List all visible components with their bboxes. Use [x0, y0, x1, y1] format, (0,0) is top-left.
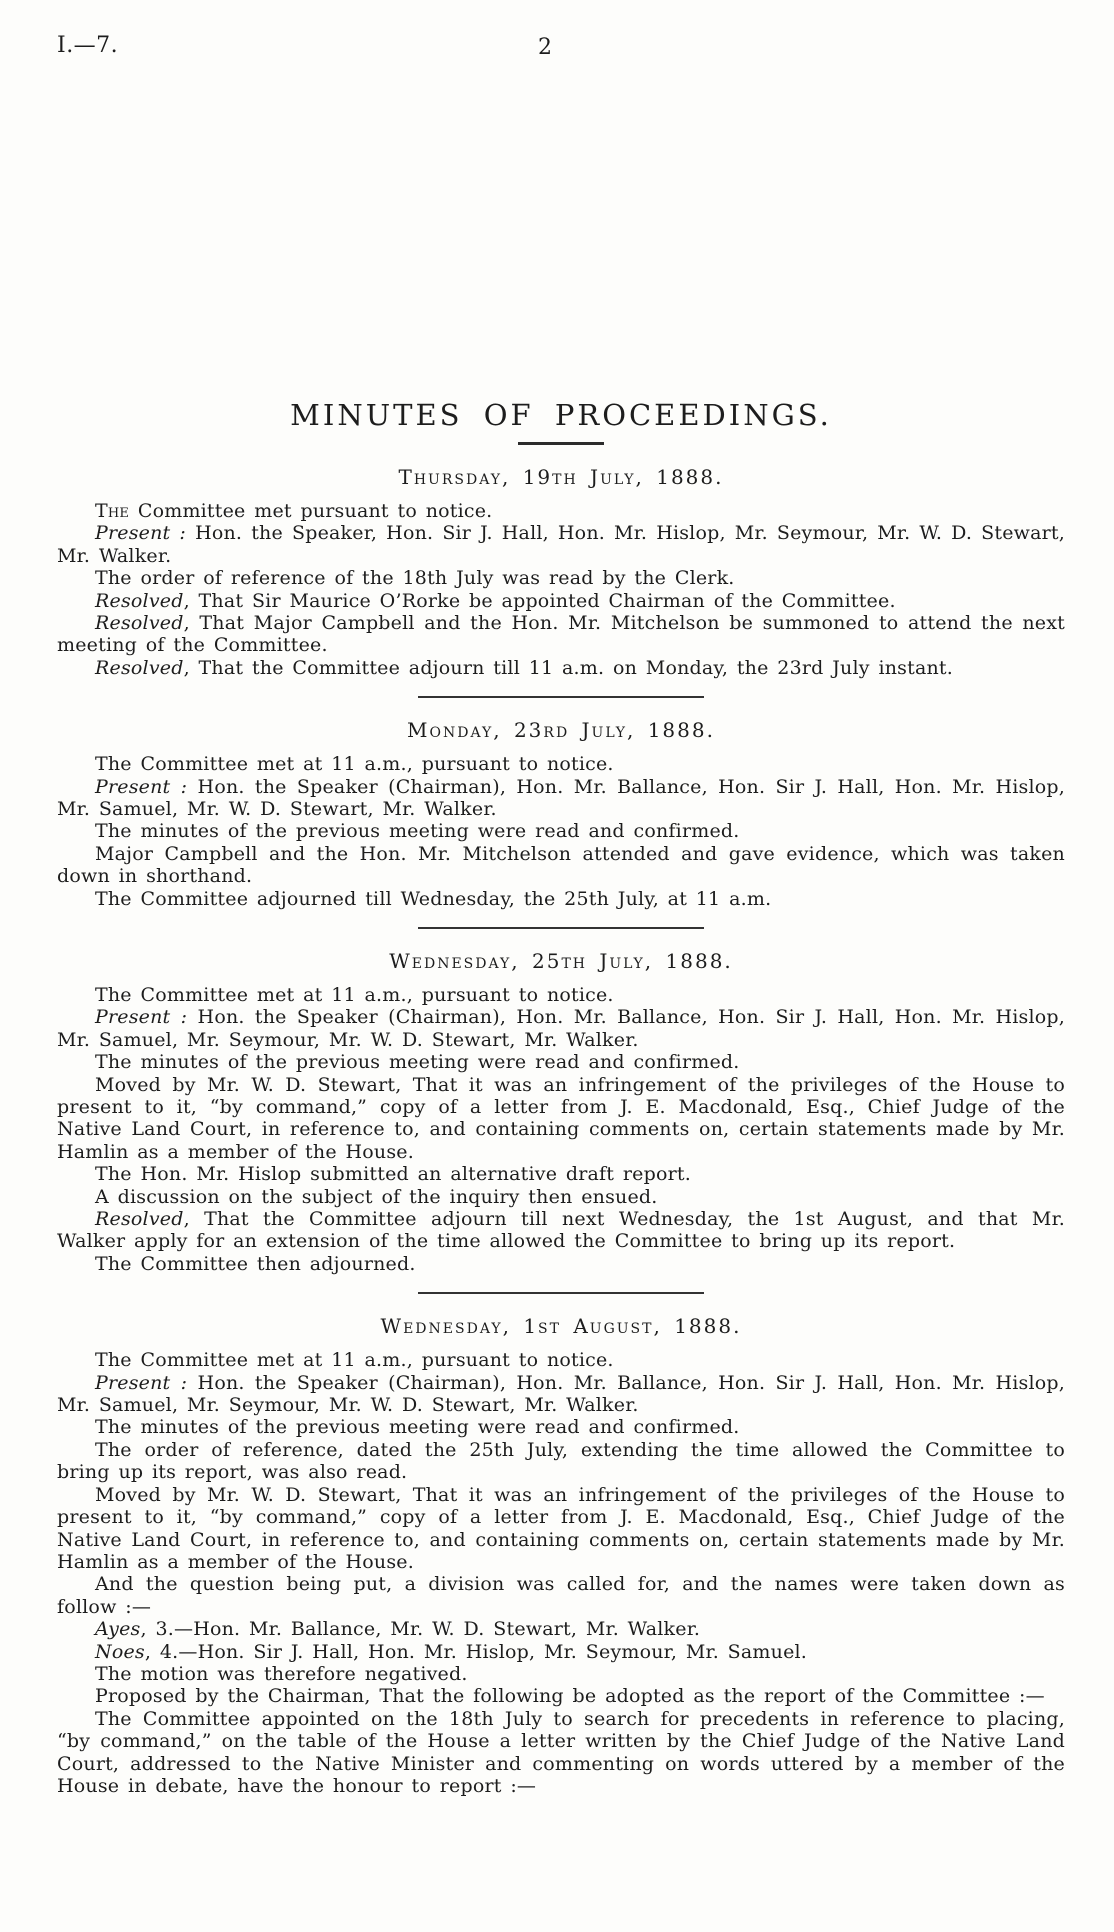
text-segment: The motion was therefore negatived.	[95, 1662, 468, 1685]
text-segment: The minutes of the previous meeting were read and confirmed.	[95, 1051, 740, 1074]
paragraph	[57, 1416, 1065, 1438]
paragraph	[57, 753, 1065, 775]
paragraph	[57, 820, 1065, 842]
text-segment: Proposed by the Chairman, That the following be adopted as the report of the Committee :—	[95, 1685, 1045, 1708]
text-segment: , That Major Campbell and the Hon. Mr. Mitchelson be summoned to attend the next meeting of the Committee.	[57, 611, 1065, 657]
text-segment: Present :	[95, 1006, 188, 1029]
text-segment: Hon. the Speaker, Hon. Sir J. Hall, Hon. Mr. Hislop, Mr. Seymour, Mr. W. D. Stewart, Mr. Walker.	[57, 522, 1065, 567]
text-segment: , 3.—Hon. Mr. Ballance, Mr. W. D. Stewart, Mr. Walker.	[140, 1618, 701, 1641]
sections	[57, 465, 1065, 1798]
paragraph	[57, 1163, 1065, 1185]
paragraph	[57, 1685, 1065, 1707]
paragraph	[57, 1253, 1065, 1275]
paragraph	[57, 1484, 1065, 1574]
text-segment: Major Campbell and the Hon. Mr. Mitchelson attended and gave evidence, which was taken down in shorthand.	[57, 842, 1065, 888]
section-heading: Wednesday, 25th July, 1888.	[389, 948, 733, 973]
document-content	[57, 400, 1065, 1797]
paragraph	[57, 1439, 1065, 1484]
section-heading: Monday, 23rd July, 1888.	[407, 718, 715, 743]
paragraph	[57, 500, 1065, 522]
text-segment: Noes	[95, 1640, 145, 1663]
paragraph	[57, 1006, 1065, 1051]
text-segment: Hon. the Speaker (Chairman), Hon. Mr. Ballance, Hon. Sir J. Hall, Hon. Mr. Hislop, Mr. Samuel, Mr. Seymour, Mr. W. D. Stewart, Mr. Walker.	[57, 1006, 1065, 1051]
text-segment: Resolved	[95, 611, 184, 634]
text-segment: The order of reference of the 18th July was read by the Clerk.	[95, 567, 735, 590]
text-segment: The	[95, 499, 130, 522]
text-segment: Moved by Mr. W. D. Stewart, That it was an infringement of the privileges of the House to present to it, “by command,” copy of a letter from J. E. Macdonald, Esq., Chief Judge of the Native Land Court, in reference to, and containing comments on, certain statements made by Mr. Hamlin as a member of the House.	[57, 1073, 1065, 1163]
paragraph	[57, 1051, 1065, 1073]
paragraph	[57, 1372, 1065, 1417]
paragraph	[57, 567, 1065, 589]
paragraph	[57, 1641, 1065, 1663]
section-heading: Thursday, 19th July, 1888.	[398, 464, 724, 489]
text-segment: Ayes	[95, 1618, 141, 1641]
text-segment: The Committee then adjourned.	[95, 1252, 416, 1275]
text-segment: The order of reference, dated the 25th July, extending the time allowed the Committee to bring up its report, was also read.	[57, 1438, 1065, 1484]
section-divider	[418, 1292, 704, 1294]
paragraph	[57, 1708, 1065, 1798]
text-segment: Resolved	[95, 656, 184, 679]
paragraph	[57, 776, 1065, 821]
paragraph	[57, 843, 1065, 888]
text-segment: , 4.—Hon. Sir J. Hall, Hon. Mr. Hislop, Mr. Seymour, Mr. Samuel.	[144, 1640, 808, 1663]
paragraph	[57, 612, 1065, 657]
text-segment: Present :	[95, 1371, 188, 1394]
text-segment: The Committee adjourned till Wednesday, the 25th July, at 11 a.m.	[95, 887, 772, 910]
text-segment: , That Sir Maurice O’Rorke be appointed Chairman of the Committee.	[183, 589, 896, 612]
title-rule	[518, 442, 604, 445]
paragraph	[57, 590, 1065, 612]
text-segment: The Hon. Mr. Hislop submitted an alternative draft report.	[95, 1163, 691, 1186]
text-segment: Committee met pursuant to notice.	[129, 499, 493, 522]
paragraph	[57, 1573, 1065, 1618]
text-segment: The Committee met at 11 a.m., pursuant to notice.	[95, 753, 614, 776]
paragraph	[57, 522, 1065, 567]
text-segment: Resolved	[95, 589, 184, 612]
paragraph	[57, 1074, 1065, 1164]
text-segment: , That the Committee adjourn till 11 a.m. on Monday, the 23rd July instant.	[183, 656, 953, 679]
text-segment: The Committee appointed on the 18th July to search for precedents in reference to placing, “by command,” on the table of the House a letter written by the Chief Judge of the Native Land Court, addressed to the Native Minister and commenting on words uttered by a member of the House in debate, have the honour to report :—	[57, 1707, 1065, 1797]
document-title: MINUTES OF PROCEEDINGS.	[290, 398, 832, 432]
paragraph	[57, 888, 1065, 910]
paragraph	[57, 1186, 1065, 1208]
page-number: 2	[538, 35, 552, 60]
paragraph	[57, 1349, 1065, 1371]
text-segment: The Committee met at 11 a.m., pursuant to notice.	[95, 983, 614, 1006]
text-segment: The minutes of the previous meeting were read and confirmed.	[95, 820, 740, 843]
paragraph	[57, 984, 1065, 1006]
text-segment: The Committee met at 11 a.m., pursuant to notice.	[95, 1349, 614, 1372]
paragraph	[57, 1663, 1065, 1685]
text-segment: And the question being put, a division was called for, and the names were taken down as follow :—	[57, 1573, 1065, 1618]
text-segment: Hon. the Speaker (Chairman), Hon. Mr. Ballance, Hon. Sir J. Hall, Hon. Mr. Hislop, Mr. Samuel, Mr. W. D. Stewart, Mr. Walker.	[57, 775, 1065, 820]
doc-reference: I.—7.	[57, 33, 119, 58]
text-segment: Present :	[95, 775, 188, 798]
section-divider	[418, 696, 704, 698]
text-segment: The minutes of the previous meeting were read and confirmed.	[95, 1416, 740, 1439]
text-segment: , That the Committee adjourn till next Wednesday, the 1st August, and that Mr. Walker apply for an extension of the time allowed the Committee to bring up its report.	[57, 1208, 1065, 1253]
paragraph	[57, 1208, 1065, 1253]
text-segment: Resolved	[95, 1208, 184, 1231]
text-segment: Hon. the Speaker (Chairman), Hon. Mr. Ballance, Hon. Sir J. Hall, Hon. Mr. Hislop, Mr. Samuel, Mr. Seymour, Mr. W. D. Stewart, Mr. Walker.	[57, 1371, 1065, 1417]
section-heading: Wednesday, 1st August, 1888.	[380, 1314, 742, 1339]
text-segment: A discussion on the subject of the inquiry then ensued.	[95, 1185, 658, 1208]
section-divider	[418, 927, 704, 929]
paragraph	[57, 657, 1065, 679]
text-segment: Moved by Mr. W. D. Stewart, That it was an infringement of the privileges of the House to present to it, “by command,” copy of a letter from J. E. Macdonald, Esq., Chief Judge of the Native Land Court, in reference to, and containing comments on, certain statements made by Mr. Hamlin as a member of the House.	[57, 1483, 1065, 1573]
paragraph	[57, 1618, 1065, 1640]
text-segment: Present :	[95, 522, 187, 545]
